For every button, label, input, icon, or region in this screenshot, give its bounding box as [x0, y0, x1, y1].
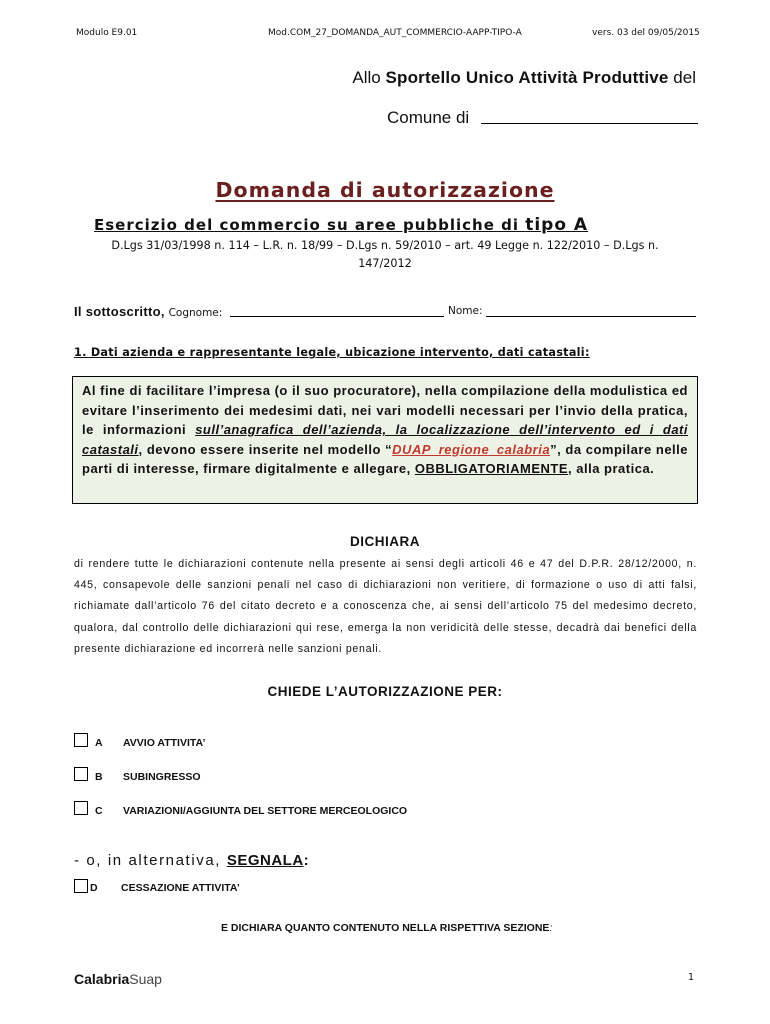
alternative-prefix: - o, in alternativa, [74, 852, 227, 869]
closing-text: E DICHIARA QUANTO CONTENUTO NELLA RISPETTIVA SEZIONE [221, 922, 550, 934]
section1-title: 1. Dati azienda e rappresentante legale, ubicazione intervento, dati catastali: [74, 346, 590, 359]
footer-logo [74, 971, 162, 987]
title-wrap [0, 178, 770, 202]
cognome-label: Cognome: [168, 307, 223, 319]
alternative-colon: : [303, 852, 311, 869]
cognome-field[interactable] [230, 303, 444, 317]
option-b-checkbox[interactable] [74, 767, 88, 781]
addressee-suffix: del [668, 68, 696, 87]
option-d-label: CESSAZIONE ATTIVITA’ [121, 882, 240, 894]
signer-line [74, 304, 222, 319]
option-a-letter: A [95, 737, 103, 749]
dichiara-heading: DICHIARA [350, 534, 420, 549]
option-b-label: SUBINGRESSO [123, 771, 201, 783]
comune-label: Comune di [387, 108, 470, 127]
option-d-letter: D [90, 882, 98, 894]
addressee-office: Sportello Unico Attività Produttive [385, 68, 669, 87]
option-a-checkbox[interactable] [74, 733, 88, 747]
option-b-letter: B [95, 771, 103, 783]
notice-part4: ”, da compilare nelle parti di interesse, firmare digitalmente e allegare, [82, 441, 689, 477]
header-version: vers. 03 del 09/05/2015 [592, 28, 700, 38]
closing-line [221, 922, 552, 934]
option-c-checkbox[interactable] [74, 801, 88, 815]
alternative-line [74, 852, 310, 869]
notice-box [72, 376, 698, 504]
closing-colon: : [549, 922, 553, 934]
notice-highlight: sull’anagrafica dell’azienda, la localizzazione dell’intervento ed i dati catastali [82, 422, 689, 457]
chiede-heading: CHIEDE L’AUTORIZZAZIONE PER: [267, 684, 503, 699]
signer-label: Il sottoscritto, [74, 304, 165, 319]
option-a-label: AVVIO ATTIVITA’ [123, 737, 206, 749]
page-number: 1 [688, 972, 695, 983]
addressee-prefix: Allo [352, 68, 386, 87]
notice-part5: , alla pratica. [568, 461, 655, 477]
subtitle-main: Esercizio del commercio su aree pubbliche di [94, 216, 526, 234]
footer-brand-bold: Calabria [74, 971, 130, 987]
notice-part3: , devono essere inserite nel modello “ [138, 441, 393, 457]
nome-field[interactable] [486, 303, 696, 317]
notice-part1: Al fine di facilitare l’impresa (o il suo procuratore), nella compilazione della modulistica ed evitare l’inserimento dei medesimi dati, nei vari modelli necessari per l’invio della pratica, le informazioni [82, 383, 688, 438]
notice-mandatory: OBBLIGATORIAMENTE [414, 461, 569, 477]
notice-model-name: DUAP_regione_calabria [392, 441, 551, 457]
option-c-label: VARIAZIONI/AGGIUNTA DEL SETTORE MERCEOLOGICO [123, 805, 408, 817]
declaration-text: di rendere tutte le dichiarazioni contenute nella presente ai sensi degli articoli 46 e 47 del D.P.R. 28/12/2000, n. 445, consapevole delle sanzioni penali nel caso di dichiarazioni non veritiere, di formazione o uso di atti falsi, richiamate dall’articolo 76 del citato decreto e a conoscenza che, ai sensi dell’articolo 75 del medesimo decreto, qualora, dal controllo delle dichiarazioni qui rese, emerga la non veridicità delle stesse, decadrà dai benefici della presente dichiarazione ed incorrerà nelle sanzioni penali. [74, 558, 697, 655]
header-form-code: Mod.COM_27_DOMANDA_AUT_COMMERCIO-AAPP-TIPO-A [268, 28, 522, 38]
subtitle-type: tipo A [525, 215, 589, 235]
legal-reference: D.Lgs 31/03/1998 n. 114 – L.R. n. 18/99 – D.Lgs n. 59/2010 – art. 49 Legge n. 122/2010 – D.Lgs n. 147/2012 [111, 239, 659, 270]
addressee-line [352, 68, 696, 88]
segnala-label: SEGNALA [226, 852, 304, 869]
nome-label: Nome: [448, 305, 483, 317]
footer-brand-light: Suap [129, 971, 162, 987]
comune-line [387, 108, 469, 128]
option-d-checkbox[interactable] [74, 879, 88, 893]
document-title: Domanda di autorizzazione [215, 178, 555, 202]
subtitle [94, 215, 588, 235]
comune-field[interactable] [481, 106, 698, 124]
header-module-code: Modulo E9.01 [76, 28, 138, 38]
option-c-letter: C [95, 805, 103, 817]
notice-text [82, 381, 688, 479]
